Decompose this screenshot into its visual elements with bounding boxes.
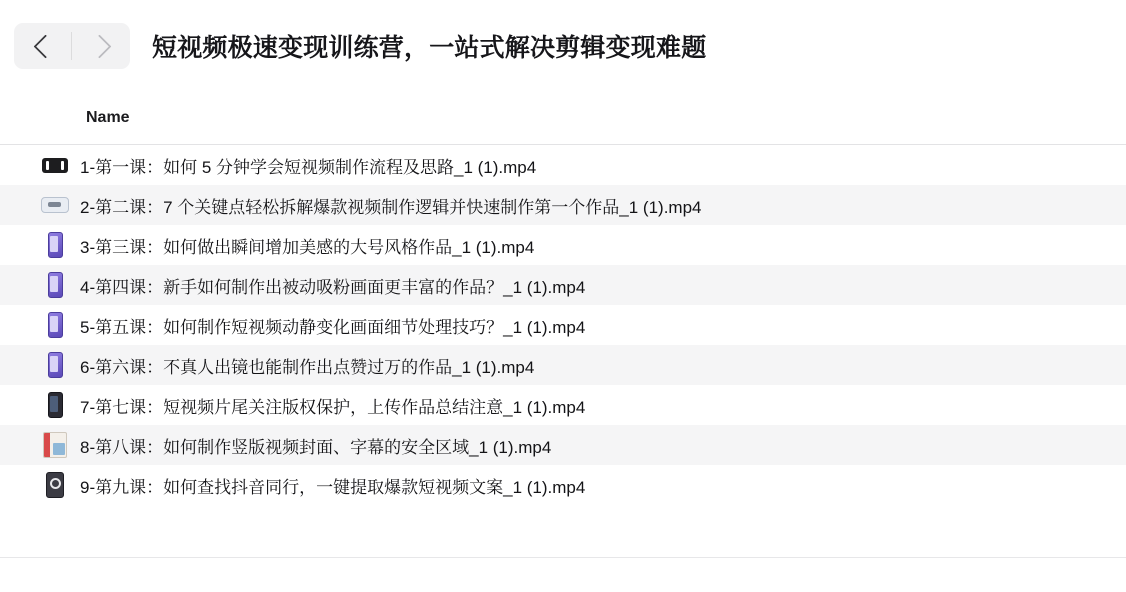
forward-button[interactable] — [72, 23, 130, 69]
cover-image-icon — [40, 432, 70, 458]
table-row[interactable] — [0, 225, 1126, 265]
column-header-name-label: Name — [86, 109, 130, 126]
file-name: 1-第一课：如何 5 分钟学会短视频制作流程及思路_1 (1).mp4 — [80, 157, 537, 177]
table-row[interactable] — [0, 465, 1126, 505]
table-row[interactable] — [0, 185, 1126, 225]
file-name: 3-第三课：如何做出瞬间增加美感的大号风格作品_1 (1).mp4 — [80, 237, 535, 257]
phone-purple-icon — [40, 272, 70, 298]
film-strip-icon — [40, 152, 70, 178]
table-row[interactable] — [0, 345, 1126, 385]
phone-purple-icon — [40, 232, 70, 258]
page-title: 短视频极速变现训练营，一站式解决剪辑变现难题 — [152, 34, 707, 62]
table-row[interactable] — [0, 265, 1126, 305]
list-empty-area — [0, 505, 1126, 558]
table-row[interactable] — [0, 305, 1126, 345]
chevron-left-icon — [33, 34, 57, 58]
table-row[interactable] — [0, 145, 1126, 185]
column-header-name[interactable] — [0, 92, 1126, 145]
phone-purple-icon — [40, 352, 70, 378]
back-button[interactable] — [14, 23, 72, 69]
file-name: 8-第八课：如何制作竖版视频封面、字幕的安全区域_1 (1).mp4 — [80, 437, 552, 457]
window-header — [0, 0, 1126, 92]
table-row[interactable] — [0, 425, 1126, 465]
file-name: 9-第九课：如何查找抖音同行，一键提取爆款短视频文案_1 (1).mp4 — [80, 477, 586, 497]
wide-video-icon — [40, 192, 70, 218]
chevron-right-icon — [87, 34, 111, 58]
phone-dark-icon — [40, 392, 70, 418]
search-phone-icon — [40, 472, 70, 498]
file-list — [0, 145, 1126, 592]
phone-purple-icon — [40, 312, 70, 338]
file-name: 5-第五课：如何制作短视频动静变化画面细节处理技巧？_1 (1).mp4 — [80, 317, 586, 337]
file-name: 6-第六课：不真人出镜也能制作出点赞过万的作品_1 (1).mp4 — [80, 357, 535, 377]
file-name: 2-第二课：7 个关键点轻松拆解爆款视频制作逻辑并快速制作第一个作品_1 (1).mp4 — [80, 197, 702, 217]
table-row[interactable] — [0, 385, 1126, 425]
file-name: 7-第七课：短视频片尾关注版权保护，上传作品总结注意_1 (1).mp4 — [80, 397, 586, 417]
navigation-buttons — [14, 23, 130, 69]
file-name: 4-第四课：新手如何制作出被动吸粉画面更丰富的作品？_1 (1).mp4 — [80, 277, 586, 297]
